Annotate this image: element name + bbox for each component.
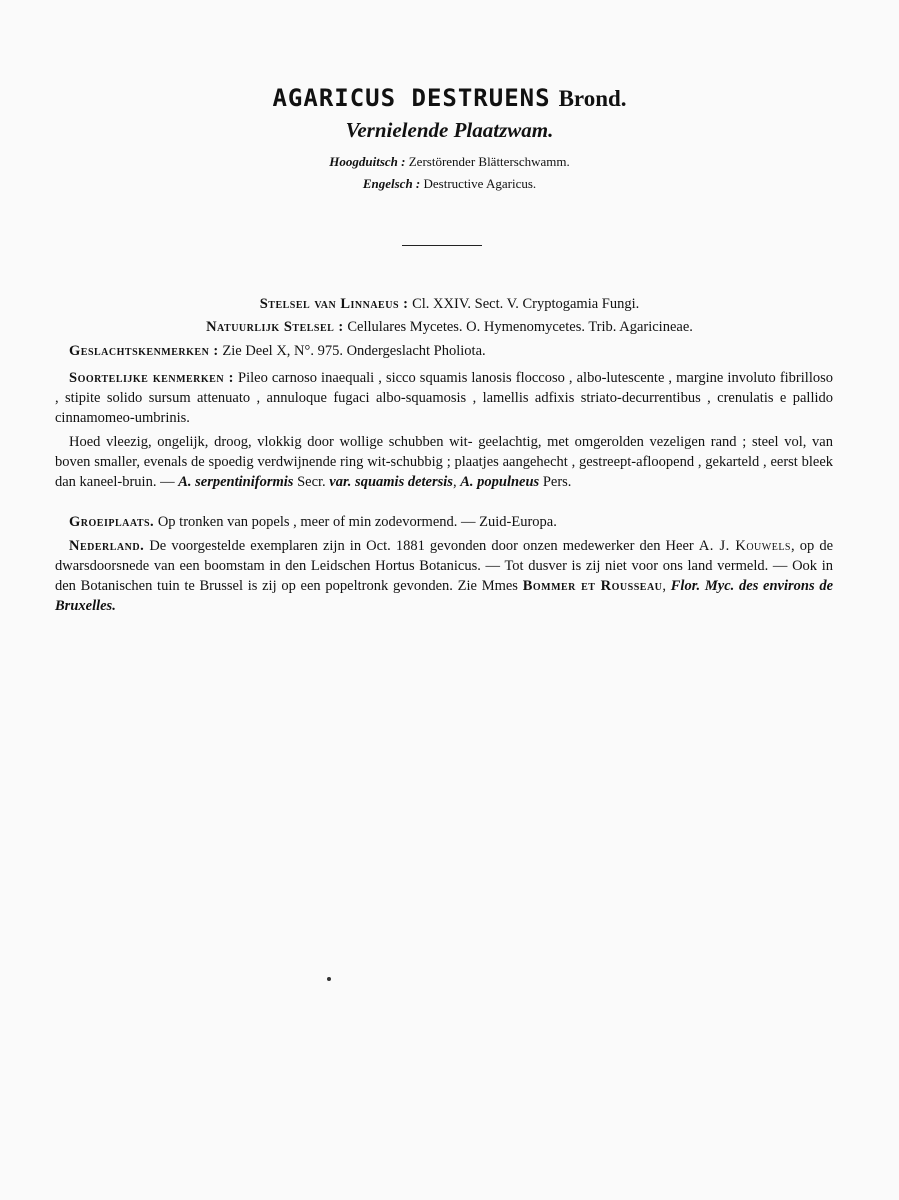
separator-rule — [402, 245, 482, 246]
netherlands-text-1: De voorgestelde exemplaren zijn in Oct. 1881 gevonden door onzen medewerker den Heer — [149, 538, 694, 554]
latin-name: AGARICUS DESTRUENS — [272, 84, 551, 112]
dutch-name: Vernielende Plaatzwam. — [345, 118, 554, 142]
description-text: Hoed vleezig, ongelijk, droog, vlokkig door wollige schubben wit- geelachtig, met omgerolden vezeligen rand ; steel vol, van boven smaller, evenals de spoedig verdwijnende ring wit-schubbig ; plaatjes aangehecht , gestreept-afloopend , gekarteld , eerst bleek dan kaneel-bruin. — — [55, 434, 833, 490]
description-paragraph — [55, 432, 833, 492]
separator-comma: , — [452, 474, 457, 490]
author-abbrev: Brond. — [558, 86, 627, 111]
natural-text: Cellulares Mycetes. O. Hymenomycetes. Trib. Agaricineae. — [347, 319, 693, 335]
synonym-2-author: Pers. — [542, 474, 572, 490]
synonym-1-author: Secr. — [297, 474, 326, 490]
synonym-2: A. populneus — [460, 474, 540, 490]
netherlands-paragraph — [55, 536, 833, 616]
species-label: Soortelijke kenmerken : — [69, 370, 234, 386]
vernacular-language: Hoogduitsch : — [329, 154, 406, 169]
habitat-text: Op tronken van popels , meer of min zodevormend. — Zuid-Europa. — [157, 514, 557, 530]
natural-system — [0, 319, 899, 336]
genus-text: Zie Deel X, N°. 975. Ondergeslacht Pholiota. — [222, 343, 486, 359]
vernacular-name: Destructive Agaricus. — [423, 176, 537, 191]
vernacular-name: Zerstörender Blätterschwamm. — [408, 154, 570, 169]
species-title — [0, 84, 899, 112]
reference-authors: Bommer et Rousseau — [522, 578, 663, 594]
collector-name: A. J. Kouwels — [698, 538, 791, 554]
genus-label: Geslachtskenmerken : — [69, 343, 219, 359]
species-text: Pileo carnoso inaequali , sicco squamis lanosis floccoso , albo-lutescente , margine involuto fibrilloso , stipite solido sursum attenuato , annuloque fugaci albo-squamosis , lamellis adfixis striato-decurrentibus , crenulatis e pallido cinnamomeo-umbrinis. — [55, 370, 833, 426]
species-characteristics — [55, 368, 833, 428]
netherlands-label: Nederland. — [69, 538, 145, 554]
vernacular-english — [0, 176, 899, 192]
linnaeus-text: Cl. XXIV. Sect. V. Cryptogamia Fungi. — [412, 296, 640, 312]
reference-title: Flor. Myc. des environs de Bruxelles. — [55, 578, 834, 614]
vernacular-german — [0, 154, 899, 170]
netherlands-text-2: , op de dwarsdoorsnede van een boomstam in den Leidschen Hortus Botanicus. — Tot dusver is zij niet voor ons land vermeld. — Ook in den Botanischen tuin te Brussel is zij op een popeltronk gevonden. Zie Mmes — [55, 538, 833, 594]
linnaeus-system — [0, 296, 899, 313]
natural-label: Natuurlijk Stelsel : — [206, 319, 344, 335]
habitat-label: Groeiplaats. — [69, 514, 155, 530]
synonym-1: A. serpentiniformis — [178, 474, 294, 490]
paper-speck — [327, 977, 331, 981]
vernacular-language: Engelsch : — [362, 176, 421, 191]
synonym-1-variety: var. squamis detersis — [329, 474, 453, 490]
habitat — [69, 514, 557, 531]
separator-comma: , — [662, 578, 667, 594]
linnaeus-label: Stelsel van Linnaeus : — [259, 296, 409, 312]
genus-characteristics — [69, 343, 486, 360]
